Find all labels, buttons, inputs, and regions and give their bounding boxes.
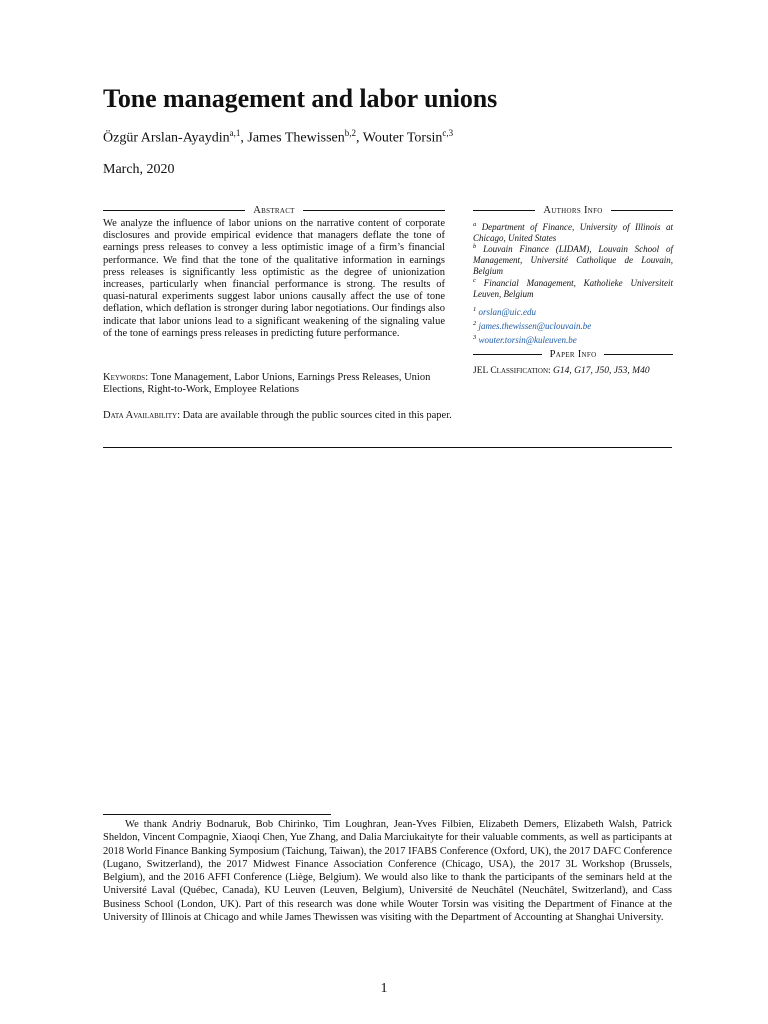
abstract-heading bbox=[103, 205, 445, 216]
data-availability-label: Data Availability: bbox=[103, 410, 180, 421]
author-list: Özgür Arslan-Ayaydin$^{a,1}$, James Thewissen$^{b,2}$, Wouter Torsin$^{c,3}$ bbox=[103, 128, 454, 146]
email-marker: 1 bbox=[473, 306, 477, 313]
affiliation-text: Department of Finance, University of Illinois at Chicago, United States bbox=[473, 222, 673, 243]
abstract-text: We analyze the influence of labor unions on the narrative content of corporate disclosures and provide empirical evidence that managers deflate the tone of earnings press releases to convey a less optimistic image of a firm’s financial performance. We find that the tone of the qualitative information in earnings press releases is significantly less optimistic as the degree of unionization increases, particularly when financial performance is strong. The results of quasi-natural experiments suggest labor unions causally affect the use of tone deflation, which deflation is stronger during labor negotiations. Our findings also indicate that labor unions lead to a significant weakening of the signaling value of the tone of earnings press releases in predicting future performance. bbox=[103, 218, 445, 339]
authors-info-heading bbox=[473, 205, 673, 216]
author-name: James Thewissen bbox=[247, 130, 345, 146]
data-availability bbox=[103, 410, 452, 421]
publication-date: March, 2020 bbox=[103, 162, 175, 177]
keywords bbox=[103, 372, 445, 396]
abstract-heading-label: Abstract bbox=[253, 205, 295, 216]
jel-label: JEL Classification: bbox=[473, 366, 551, 376]
email-link[interactable]: orslan@uic.edu bbox=[478, 307, 537, 317]
heading-rule bbox=[473, 354, 542, 355]
affiliation-c bbox=[473, 275, 673, 300]
author-affiliation-marker: b,2 bbox=[344, 128, 356, 138]
affiliation-marker: c bbox=[473, 277, 476, 284]
page-number: 1 bbox=[380, 981, 388, 996]
affiliation-text: Louvain Finance (LIDAM), Louvain School of Management, Université Catholique de Louvain, Belgium bbox=[473, 244, 673, 276]
email-row bbox=[473, 318, 673, 332]
jel-codes: G14, G17, J50, J53, M40 bbox=[553, 366, 650, 376]
email-row bbox=[473, 332, 673, 346]
data-availability-text: Data are available through the public sources cited in this paper. bbox=[182, 410, 452, 421]
paper-info-heading bbox=[473, 349, 673, 360]
author-affiliation-marker: a,1 bbox=[229, 128, 241, 138]
keywords-label: Keywords: bbox=[103, 372, 149, 383]
heading-rule bbox=[611, 210, 673, 211]
email-link[interactable]: james.thewissen@uclouvain.be bbox=[478, 321, 592, 331]
authors-info-heading-label: Authors Info bbox=[543, 205, 603, 216]
email-marker: 2 bbox=[473, 320, 477, 327]
email-link[interactable]: wouter.torsin@kuleuven.be bbox=[478, 335, 577, 345]
heading-rule bbox=[473, 210, 535, 211]
affiliation-text: Financial Management, Katholieke Universiteit Leuven, Belgium bbox=[473, 278, 674, 299]
author-emails bbox=[473, 304, 673, 346]
affiliation-b bbox=[473, 241, 673, 277]
email-row bbox=[473, 304, 673, 318]
affiliation-marker: a bbox=[473, 221, 477, 228]
author-name: Wouter Torsin bbox=[362, 130, 443, 146]
acknowledgements-footnote: We thank Andriy Bodnaruk, Bob Chirinko, Tim Loughran, Jean-Yves Filbien, Elizabeth Demers, Elizabeth Walsh, Patrick Sheldon, Vincent Compagnie, Xiaoqi Chen, Yue Zhang, and Dalia Marciukaityte for their valuable comments, as well as participants at 2018 World Finance Banking Symposium (Taichung, Taiwan), the 2017 IFABS Conference (Oxford, UK), the 2017 DAFC Conference (Lugano, Switzerland), the 2017 Midwest Finance Association Conference (Chicago, USA), the 2017 3L Workshop (Brussels, Belgium), and the 2016 AFFI Conference (Liège, Belgium). We would also like to thank the participants of the seminars held at the Université Laval (Québec, Canada), KU Leuven (Leuven, Belgium), Université de Neuchâtel (Neuchâtel, Switzerland), and Cass Business School (London, UK). Part of this research was done while Wouter Torsin was visiting the Department of Finance at the University of Illinois at Chicago and while James Thewissen was visiting with the Department of Accounting at Shanghai University. bbox=[103, 819, 672, 924]
heading-rule bbox=[303, 210, 445, 211]
keywords-text: Tone Management, Labor Unions, Earnings Press Releases, Union Elections, Right-to-Work, Employee Relations bbox=[103, 372, 431, 396]
affiliation-marker: b bbox=[473, 243, 477, 250]
author-name: Özgür Arslan-Ayaydin bbox=[103, 130, 230, 146]
footnote-rule bbox=[103, 814, 331, 815]
paper-info-heading-label: Paper Info bbox=[549, 349, 597, 360]
author-affiliation-marker: c,3 bbox=[442, 128, 454, 138]
email-marker: 3 bbox=[473, 334, 477, 341]
heading-rule bbox=[103, 210, 245, 211]
heading-rule bbox=[604, 354, 673, 355]
section-divider bbox=[103, 447, 672, 448]
paper-title: Tone management and labor unions bbox=[103, 84, 498, 113]
jel-classification bbox=[473, 366, 673, 378]
